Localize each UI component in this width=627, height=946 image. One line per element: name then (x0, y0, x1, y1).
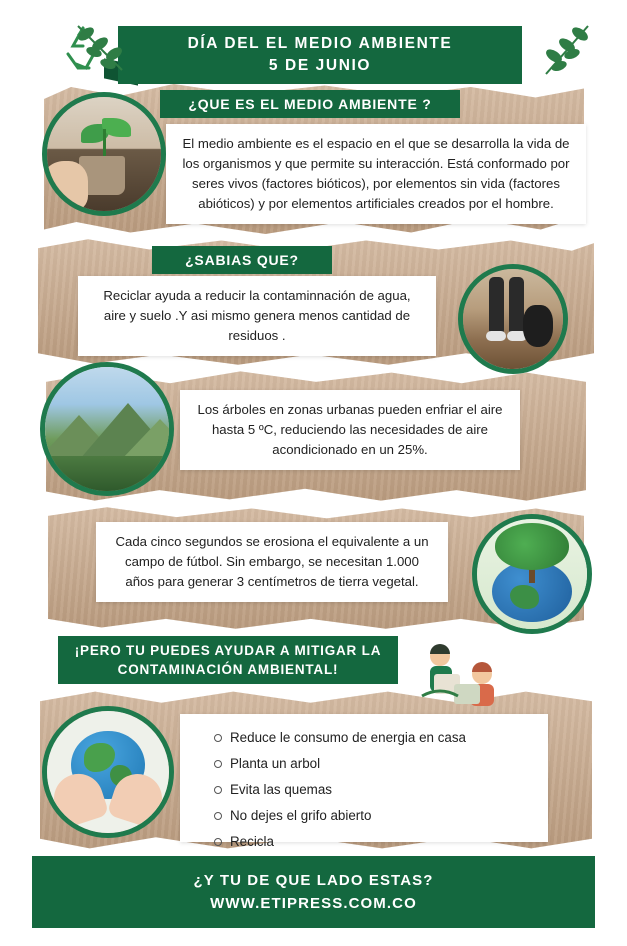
tips-list-card (180, 714, 548, 849)
title-line-2: 5 DE JUNIO (268, 57, 372, 74)
call-to-action-heading (58, 636, 398, 684)
kids-recycling-icon (404, 640, 524, 716)
section-body-trees: Los árboles en zonas urbanas pueden enfriar el aire hasta 5 ºC, reduciendo las necesidades de aire acondicionado en un 25%. (180, 390, 520, 470)
tree-globe-photo (472, 514, 592, 634)
seedling-photo (42, 92, 166, 216)
list-item: No dejes el grifo abierto (214, 806, 528, 825)
list-item: Evita las quemas (214, 780, 528, 799)
footer-question: ¿Y TU DE QUE LADO ESTAS? (193, 872, 434, 889)
section-body-did-you-know: Reciclar ayuda a reducir la contaminnación de agua, aire y suelo .Y asi mismo genera menos cantidad de residuos . (78, 276, 436, 356)
section-body-what-is: El medio ambiente es el espacio en el que se desarrolla la vida de los organismos y que permite su interacción. Está conformado por seres vivos (factores bióticos), por elementos sin vida (factores abióticos) y por elementos artificiales creados por el hombre. (166, 124, 586, 224)
footer-band (32, 856, 595, 928)
section-heading-did-you-know: ¿SABIAS QUE? (152, 246, 332, 274)
hands-earth-illustration (42, 706, 174, 838)
title-line-1: DÍA DEL EL MEDIO AMBIENTE (187, 35, 453, 52)
cta-line-2: CONTAMINACIÓN AMBIENTAL! (117, 662, 339, 677)
cleanup-photo (458, 264, 568, 374)
poster-title (118, 26, 522, 84)
list-item: Planta un arbol (214, 754, 528, 773)
footer-website[interactable]: WWW.ETIPRESS.COM.CO (210, 895, 417, 912)
leaf-branch-icon (534, 20, 596, 82)
leaf-branch-icon (70, 18, 130, 78)
mountains-photo (40, 362, 174, 496)
section-body-erosion: Cada cinco segundos se erosiona el equivalente a un campo de fútbol. Sin embargo, se necesitan 1.000 años para generar 3 centímetros de tierra vegetal. (96, 522, 448, 602)
list-item: Reduce le consumo de energia en casa (214, 728, 528, 747)
cta-line-1: ¡PERO TU PUEDES AYUDAR A MITIGAR LA (74, 643, 382, 658)
tips-list (200, 728, 528, 851)
list-item: Recicla (214, 832, 528, 851)
section-heading-what-is: ¿QUE ES EL MEDIO AMBIENTE ? (160, 90, 460, 118)
